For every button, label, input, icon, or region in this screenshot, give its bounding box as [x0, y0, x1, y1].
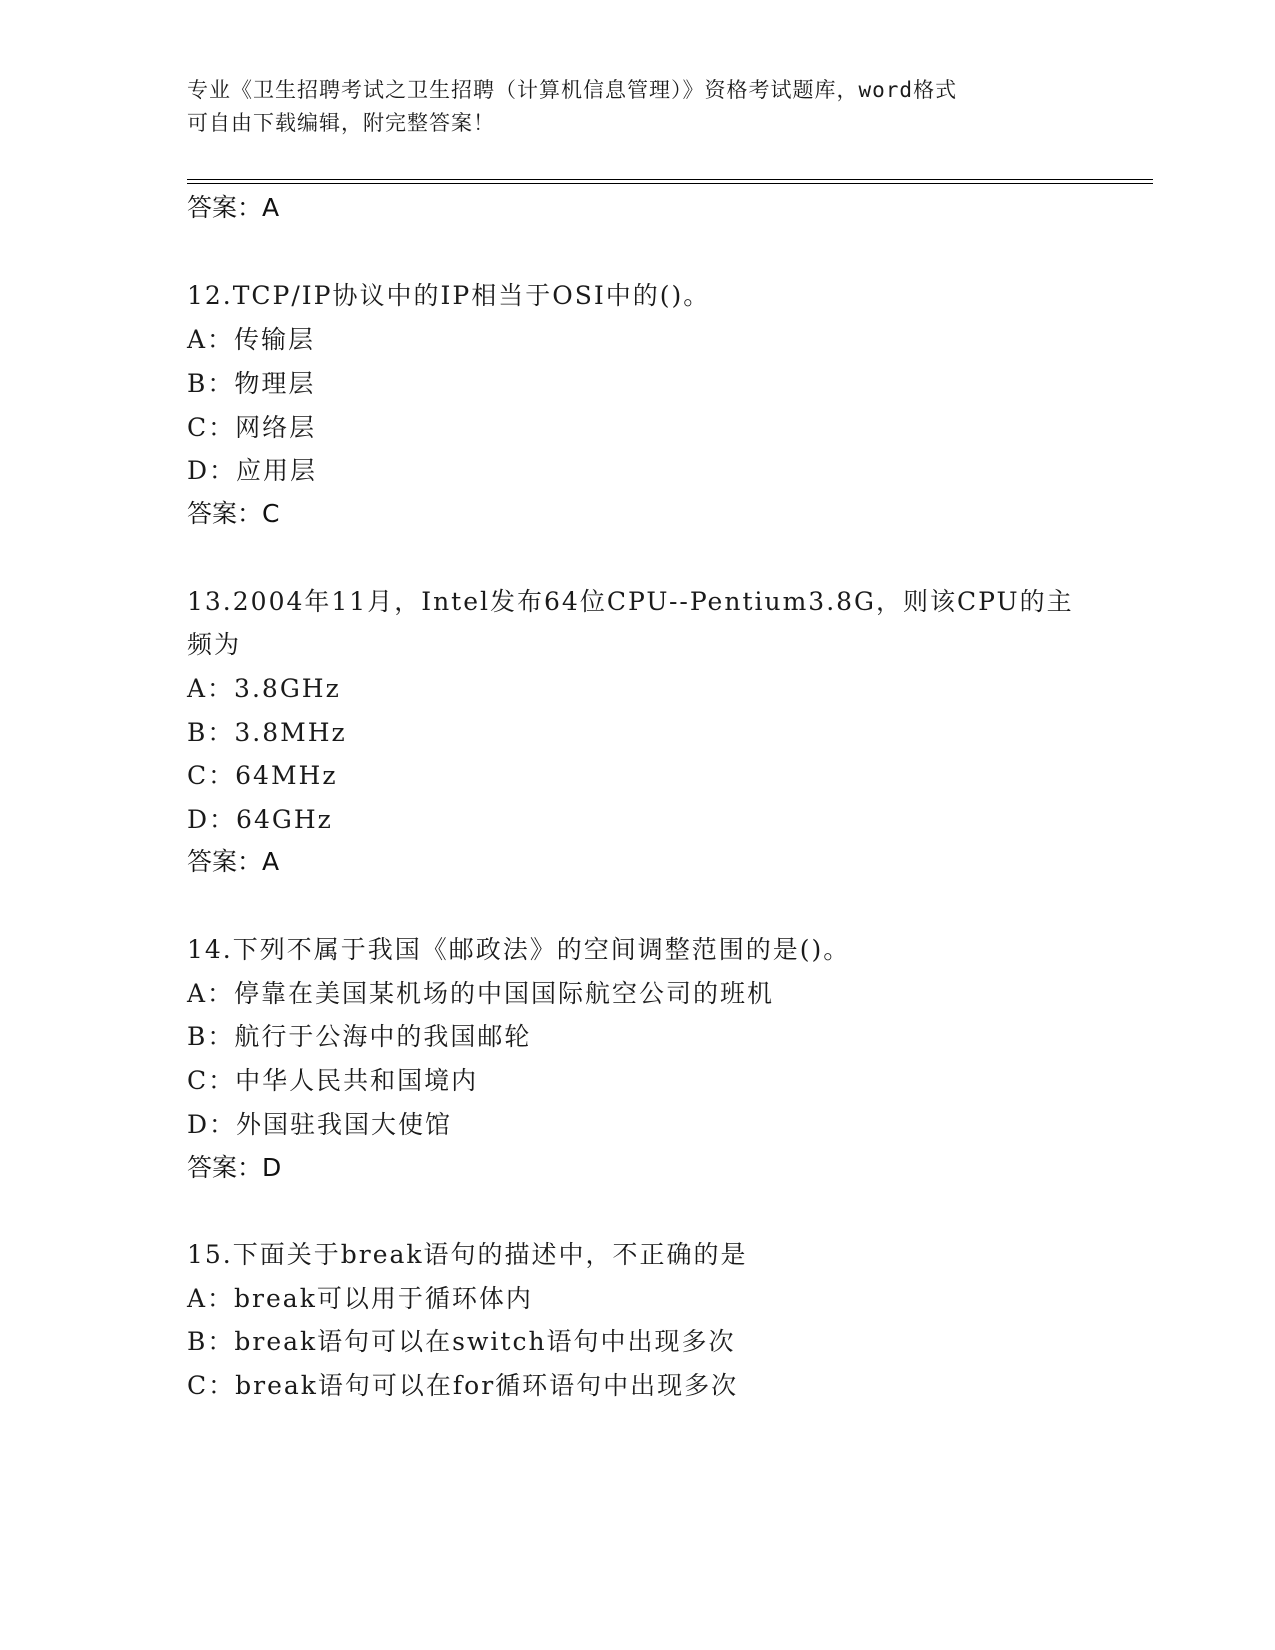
- question-15-option-b: B：break语句可以在switch语句中出现多次: [187, 1327, 736, 1356]
- question-14-stem: 14.下列不属于我国《邮政法》的空间调整范围的是()。: [187, 935, 851, 964]
- question-15-option-c: C：break语句可以在for循环语句中出现多次: [187, 1371, 739, 1400]
- question-12-option-d: D：应用层: [187, 456, 318, 485]
- question-14-answer: 答案：D: [187, 1153, 282, 1182]
- previous-answer: 答案：A: [187, 193, 280, 222]
- header-line-2: 可自由下载编辑，附完整答案！: [187, 111, 495, 135]
- header-divider-top: [187, 179, 1153, 180]
- question-14-option-b: B：航行于公海中的我国邮轮: [187, 1022, 532, 1051]
- question-13-answer: 答案：A: [187, 847, 280, 876]
- question-15-stem: 15.下面关于break语句的描述中，不正确的是: [187, 1240, 748, 1269]
- question-12-option-b: B：物理层: [187, 369, 316, 398]
- question-14-option-a: A：停靠在美国某机场的中国国际航空公司的班机: [187, 979, 775, 1008]
- header-line-1: 专业《卫生招聘考试之卫生招聘（计算机信息管理）》资格考试题库，word格式: [187, 78, 958, 102]
- question-12-answer: 答案：C: [187, 499, 280, 528]
- question-13-stem-line-2: 频为: [187, 630, 242, 659]
- question-12-option-c: C：网络层: [187, 413, 317, 442]
- question-12-stem: 12.TCP/IP协议中的IP相当于OSI中的()。: [187, 281, 711, 310]
- question-13-option-c: C：64MHz: [187, 761, 338, 790]
- question-12-option-a: A：传输层: [187, 325, 316, 354]
- question-15-option-a: A：break可以用于循环体内: [187, 1284, 533, 1313]
- header-divider-bottom: [187, 183, 1153, 184]
- question-14-option-c: C：中华人民共和国境内: [187, 1066, 479, 1095]
- question-13-stem-line-1: 13.2004年11月，Intel发布64位CPU--Pentium3.8G，则该CPU的主: [187, 587, 1074, 616]
- question-13-option-b: B：3.8MHz: [187, 718, 347, 747]
- question-13-option-d: D：64GHz: [187, 805, 333, 834]
- page-header: [187, 74, 1087, 140]
- question-14-option-d: D：外国驻我国大使馆: [187, 1110, 453, 1139]
- question-13-option-a: A：3.8GHz: [187, 674, 341, 703]
